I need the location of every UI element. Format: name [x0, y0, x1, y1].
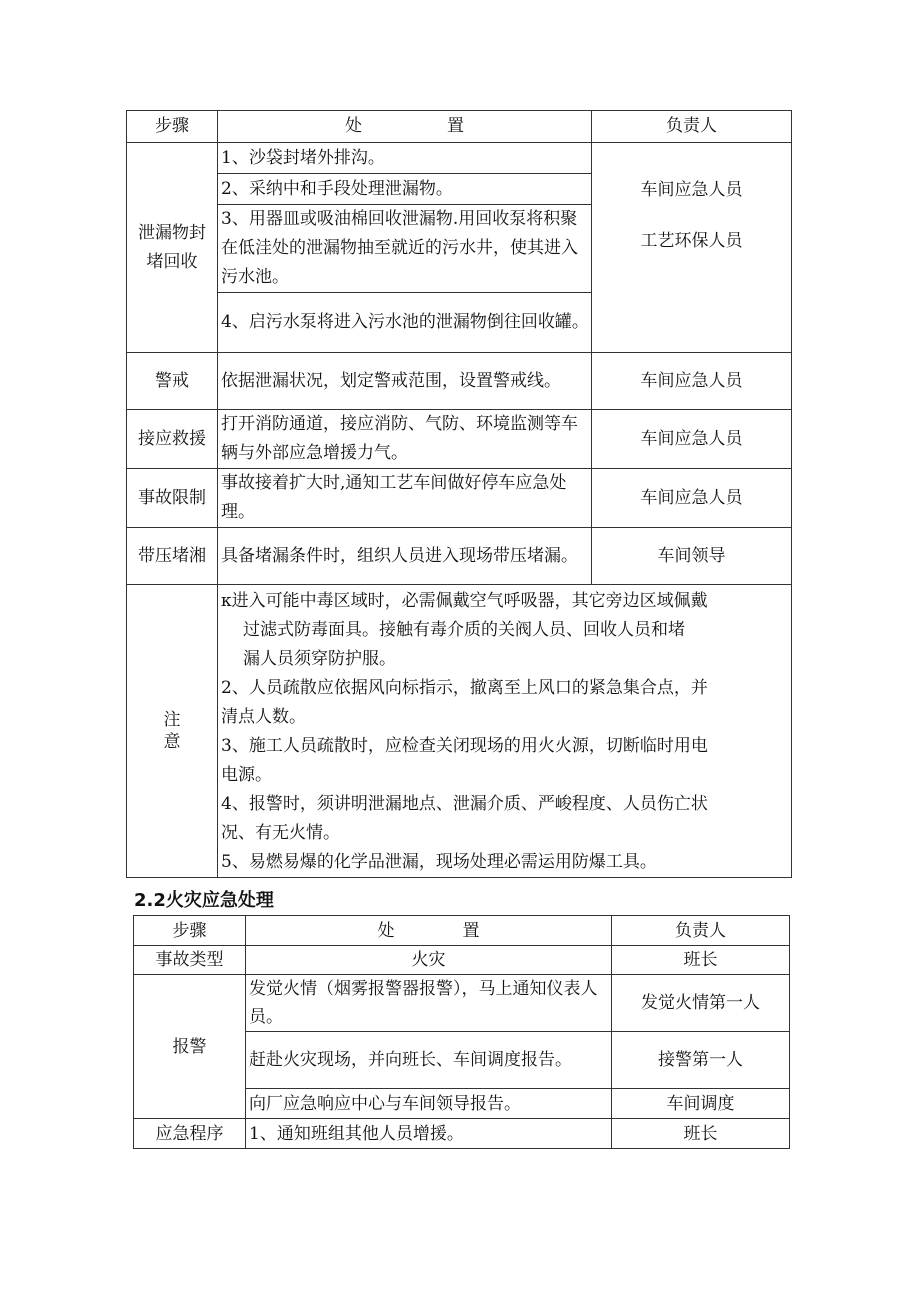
table-row: [127, 469, 792, 528]
step-cell: 接应救援: [127, 410, 218, 469]
note-line: 况、有无火情。: [221, 823, 340, 843]
owner-cell: [592, 143, 792, 353]
step-line: 堵回收: [146, 251, 198, 272]
table-row: [134, 975, 790, 1032]
header-action: 处 置: [246, 916, 612, 946]
note-line: 过滤式防毒面具。接触有毒介质的关阀人员、回收人员和堵: [243, 620, 685, 640]
section-title: 火灾应急处理: [165, 890, 274, 911]
step-line: 注: [163, 710, 181, 730]
action-cell: 发觉火情（烟雾报警器报警），马上通知仪表人员。: [246, 975, 612, 1032]
table-row: [127, 528, 792, 585]
note-line: 清点人数。: [221, 707, 306, 727]
step-line: 泄漏物封: [138, 222, 206, 243]
action-cell: 4、启污水泵将进入污水池的泄漏物倒往回收罐。: [218, 293, 592, 353]
action-cell: 事故接着扩大时,通知工艺车间做好停车应急处理。: [218, 469, 592, 528]
action-cell: 2、采纳中和手段处理泄漏物。: [218, 174, 592, 205]
note-line: 3、施工人员疏散时，应检查关闭现场的用火火源，切断临时用电: [221, 736, 708, 756]
step-cell: 事故限制: [127, 469, 218, 528]
header-owner: 负责人: [612, 916, 790, 946]
owner-cell: 车间应急人员: [592, 353, 792, 410]
owner-cell: 班长: [612, 946, 790, 975]
fire-response-table: [133, 915, 790, 1149]
notes-cell: [218, 585, 792, 878]
table-header-row: [127, 111, 792, 143]
note-line: 4、报警时，须讲明泄漏地点、泄漏介质、严峻程度、人员伤亡状: [221, 794, 708, 814]
step-cell: [127, 585, 218, 878]
action-cell: 依据泄漏状况，划定警戒范围，设置警戒线。: [218, 353, 592, 410]
note-line: 2、人员疏散应依据风向标指示，撤离至上风口的紧急集合点，并: [221, 678, 708, 698]
owner-cell: 班长: [612, 1119, 790, 1149]
owner-cell: 车间领导: [592, 528, 792, 585]
note-line: 5、易燃易爆的化学品泄漏，现场处理必需运用防爆工具。: [221, 852, 657, 872]
header-owner: 负责人: [592, 111, 792, 143]
header-step: 步骤: [134, 916, 246, 946]
step-cell: 警戒: [127, 353, 218, 410]
leak-response-table: [126, 110, 792, 878]
action-cell: 3、用器皿或吸油棉回收泄漏物.用回收泵将积聚在低洼处的泄漏物抽至就近的污水井，使其进入污水池。: [218, 205, 592, 293]
section-number: 2.2: [134, 890, 166, 911]
action-cell: 打开消防通道，接应消防、气防、环境监测等车辆与外部应急增援力气。: [218, 410, 592, 469]
notes-row: [127, 585, 792, 878]
table-row: [127, 143, 792, 174]
action-cell: 火灾: [246, 946, 612, 975]
owner-cell: 车间调度: [612, 1089, 790, 1119]
step-cell: 应急程序: [134, 1119, 246, 1149]
owner-line: 车间应急人员: [640, 180, 743, 200]
table-header-row: [134, 916, 790, 946]
table-row: [134, 946, 790, 975]
header-step: 步骤: [127, 111, 218, 143]
step-cell: [127, 143, 218, 353]
step-cell: 报警: [134, 975, 246, 1119]
note-line: 电源。: [221, 765, 272, 785]
table-row: [127, 410, 792, 469]
step-cell: 事故类型: [134, 946, 246, 975]
owner-cell: 车间应急人员: [592, 469, 792, 528]
step-cell: 带压堵湘: [127, 528, 218, 585]
note-line: 漏人员须穿防护服。: [243, 649, 396, 669]
action-cell: 1、沙袋封堵外排沟。: [218, 143, 592, 174]
step-line: 意: [163, 732, 181, 752]
action-cell: 具备堵漏条件时，组织人员进入现场带压堵漏。: [218, 528, 592, 585]
owner-cell: 接警第一人: [612, 1032, 790, 1089]
action-cell: 1、通知班组其他人员增援。: [246, 1119, 612, 1149]
header-action: 处 置: [218, 111, 592, 143]
section-heading: [134, 886, 274, 912]
table-row: [134, 1119, 790, 1149]
table-row: [127, 353, 792, 410]
action-cell: 向厂应急响应中心与车间领导报告。: [246, 1089, 612, 1119]
owner-cell: 车间应急人员: [592, 410, 792, 469]
note-line: κ进入可能中毒区域时，必需佩戴空气呼吸器，其它旁边区域佩戴: [221, 591, 708, 611]
owner-cell: 发觉火情第一人: [612, 975, 790, 1032]
owner-line: 工艺环保人员: [640, 231, 743, 251]
action-cell: 赶赴火灾现场，并向班长、车间调度报告。: [246, 1032, 612, 1089]
